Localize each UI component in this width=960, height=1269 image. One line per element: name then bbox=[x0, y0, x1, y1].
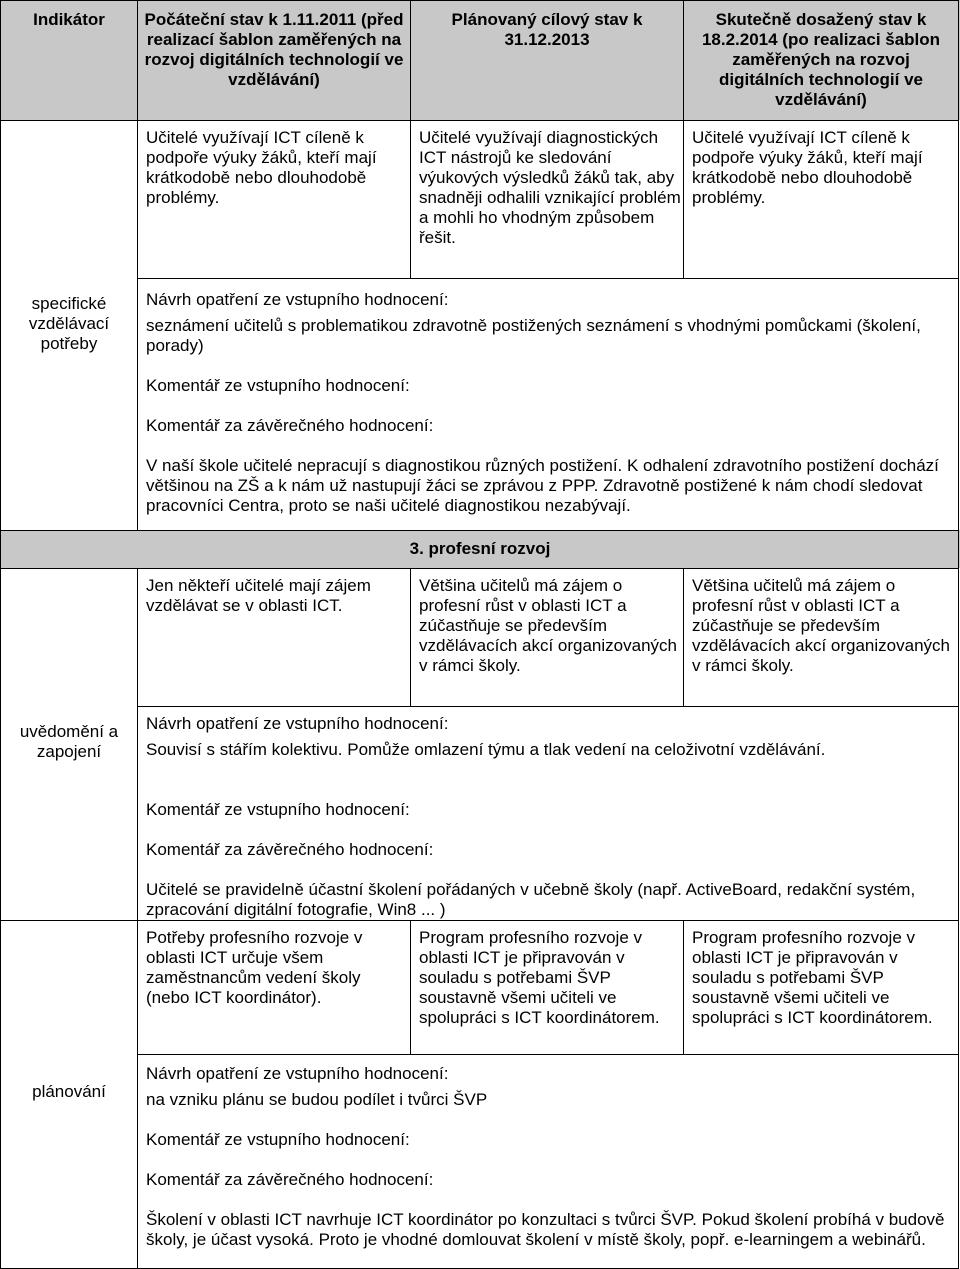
block2-final-comment-text: Učitelé se pravidelně účastní školení pořádaných v učebně školy (např. ActiveBoard, redakční systém, zpracování digitální fotografie, Win8 ... ) bbox=[146, 880, 916, 919]
block2-planned-state bbox=[419, 576, 681, 676]
header-planned-state bbox=[416, 10, 678, 50]
block1-actual-text: Učitelé využívají ICT cíleně k podpoře výuky žáků, kteří mají krátkodobě nebo dlouhodobě problémy. bbox=[692, 128, 923, 207]
block2-start-text: Jen někteří učitelé mají zájem vzdělávat se v oblasti ICT. bbox=[146, 576, 371, 615]
header-planned-state-text: Plánovaný cílový stav k 31.12.2013 bbox=[451, 10, 643, 49]
block3-proposal-text: na vzniku plánu se budou podílet i tvůrci ŠVP bbox=[146, 1090, 488, 1109]
block3-actual-state bbox=[692, 928, 954, 1028]
block2-proposal-label: Návrh opatření ze vstupního hodnocení: bbox=[146, 714, 449, 733]
block1-planned-state bbox=[419, 128, 681, 248]
block3-final-comment-text: Školení v oblasti ICT navrhuje ICT koordinátor po konzultaci s tvůrci ŠVP. Pokud školení probíhá v budově školy, je účast vysoká. Proto je vhodné domlouvat školení v místě školy, popř. e-learningem a webinářů. bbox=[146, 1210, 945, 1249]
block3-start-text: Potřeby profesního rozvoje v oblasti ICT určuje všem zaměstnancům vedení školy (nebo ICT koordinátor). bbox=[146, 928, 363, 1007]
block3-planned-text: Program profesního rozvoje v oblasti ICT je připravován v souladu s potřebami ŠVP soustavně všemi učiteli ve spolupráci s ICT koordinátorem. bbox=[419, 928, 660, 1027]
header-indicator-text: Indikátor bbox=[33, 10, 105, 29]
header-start-state bbox=[144, 10, 404, 90]
block1-planned-text: Učitelé využívají diagnostických ICT nástrojů ke sledování výukových výsledků žáků tak, aby snadněji odhalili vznikající problém a mohli ho vhodným způsobem řešit. bbox=[419, 128, 681, 247]
block2-input-comment-label: Komentář ze vstupního hodnocení: bbox=[146, 800, 410, 819]
block2-indicator bbox=[8, 722, 130, 762]
block2-indicator-text: uvědomění a zapojení bbox=[19, 722, 119, 761]
block3-final-comment-label: Komentář za závěrečného hodnocení: bbox=[146, 1170, 434, 1189]
header-actual-state bbox=[690, 10, 952, 110]
section-3-title-text: 3. profesní rozvoj bbox=[409, 539, 551, 558]
block1-indicator-text: specifické vzdělávací potřeby bbox=[28, 294, 110, 353]
header-start-state-text: Počáteční stav k 1.11.2011 (před realizací šablon zaměřených na rozvoj digitálních technologií ve vzdělávání) bbox=[144, 10, 404, 89]
block1-final-comment-text: V naší škole učitelé nepracují s diagnostikou různých postižení. K odhalení zdravotního postižení dochází většinou na ZŠ a k nám už nastupují žáci se zprávou z PPP. Zdravotně postižené k nám chodí sledovat pracovníci Centra, proto se naši učitelé diagnostikou nezabývají. bbox=[146, 456, 939, 515]
block3-actual-text: Program profesního rozvoje v oblasti ICT je připravován v souladu s potřebami ŠVP soustavně všemi učiteli ve spolupráci s ICT koordinátorem. bbox=[692, 928, 933, 1027]
block1-actual-state bbox=[692, 128, 954, 208]
block2-comments bbox=[146, 714, 952, 920]
block3-input-comment-label: Komentář ze vstupního hodnocení: bbox=[146, 1130, 410, 1149]
header-indicator bbox=[1, 10, 137, 30]
block3-proposal-label: Návrh opatření ze vstupního hodnocení: bbox=[146, 1064, 449, 1083]
section-3-title bbox=[0, 539, 960, 559]
block1-input-comment-label: Komentář ze vstupního hodnocení: bbox=[146, 376, 410, 395]
block1-start-state bbox=[146, 128, 406, 208]
block2-actual-state bbox=[692, 576, 954, 676]
block2-proposal-text: Souvisí s stářím kolektivu. Pomůže omlazení týmu a tlak vedení na celoživotní vzdělávání. bbox=[146, 740, 826, 759]
block2-final-comment-label: Komentář za závěrečného hodnocení: bbox=[146, 840, 434, 859]
block2-actual-text: Většina učitelů má zájem o profesní růst v oblasti ICT a zúčastňuje se především vzdělávacích akcí organizovaných v rámci školy. bbox=[692, 576, 950, 675]
block3-indicator-text: plánování bbox=[32, 1082, 106, 1101]
block3-planned-state bbox=[419, 928, 681, 1028]
block2-start-state bbox=[146, 576, 406, 616]
block1-proposal-label: Návrh opatření ze vstupního hodnocení: bbox=[146, 290, 449, 309]
block3-comments bbox=[146, 1064, 952, 1250]
block1-comments bbox=[146, 290, 952, 516]
block1-proposal-text: seznámení učitelů s problematikou zdravotně postižených seznámení s vhodnými pomůckami (školení, porady) bbox=[146, 316, 921, 355]
block2-planned-text: Většina učitelů má zájem o profesní růst v oblasti ICT a zúčastňuje se především vzdělávacích akcí organizovaných v rámci školy. bbox=[419, 576, 677, 675]
block1-start-text: Učitelé využívají ICT cíleně k podpoře výuky žáků, kteří mají krátkodobě nebo dlouhodobě problémy. bbox=[146, 128, 377, 207]
block3-indicator bbox=[8, 1082, 130, 1102]
block1-final-comment-label: Komentář za závěrečného hodnocení: bbox=[146, 416, 434, 435]
header-actual-state-text: Skutečně dosažený stav k 18.2.2014 (po realizaci šablon zaměřených na rozvoj digitálních technologií ve vzdělávání) bbox=[701, 10, 941, 109]
block3-start-state bbox=[146, 928, 406, 1008]
block1-indicator bbox=[14, 294, 124, 354]
